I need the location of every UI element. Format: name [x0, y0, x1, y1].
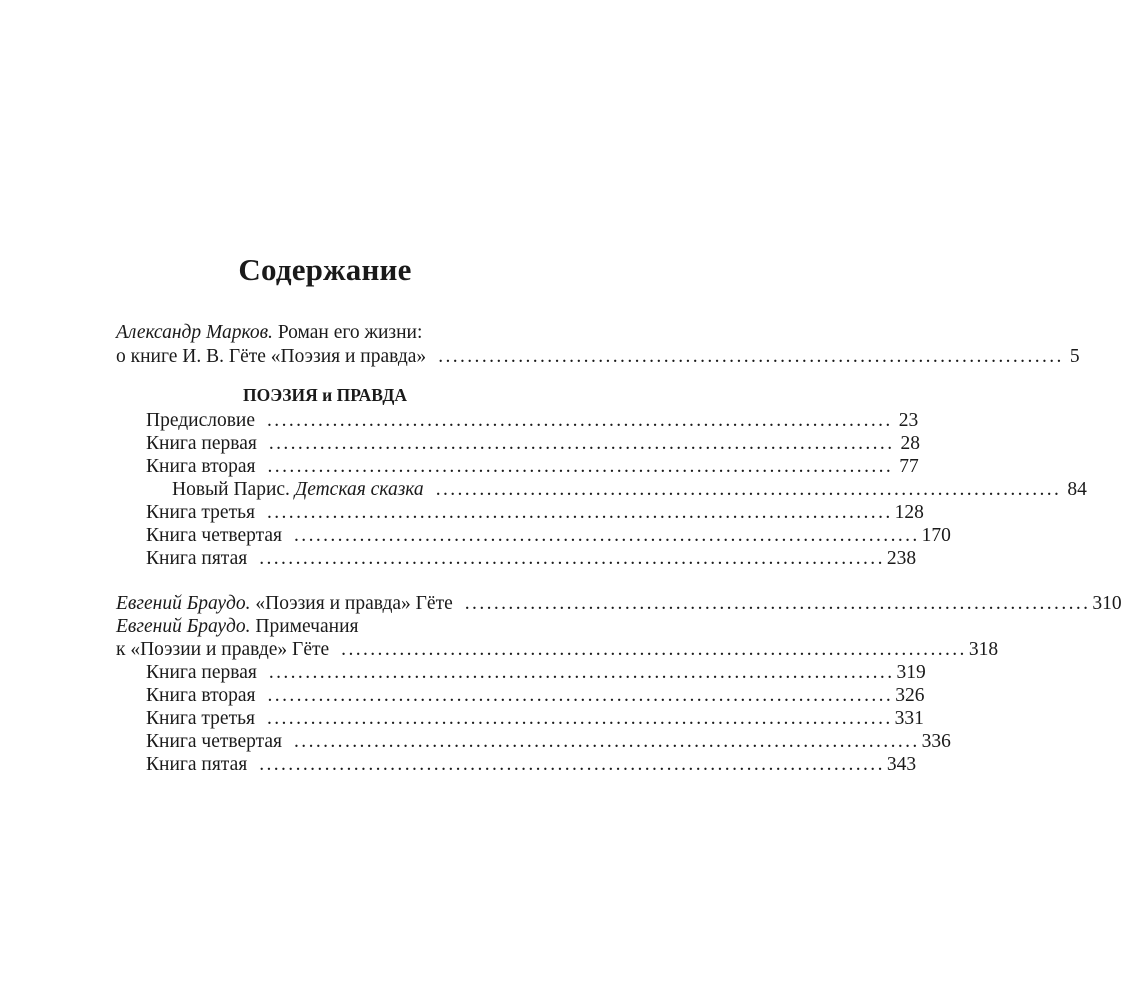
toc-entry-book-2[interactable]	[146, 455, 919, 479]
entry-page-number: 128	[894, 502, 924, 523]
entry-label: Книга четвертая	[146, 731, 283, 752]
entry-label: Книга пятая	[146, 754, 248, 775]
dot-leader: ......................................................................................	[268, 662, 895, 683]
dot-leader: ......................................................................................	[464, 593, 1091, 614]
essay-author: Евгений Браудо.	[116, 593, 251, 614]
section-title: ПОЭЗИЯ и ПРАВДА	[242, 385, 407, 405]
page-title: Содержание	[238, 252, 412, 287]
entry-page-number: 77	[899, 456, 919, 477]
entry-label: Книга третья	[146, 502, 255, 523]
toc-entry-notes-book-5[interactable]	[146, 753, 917, 777]
dot-leader: ......................................................................................	[267, 410, 893, 431]
dot-leader: ......................................................................................	[267, 685, 894, 706]
dot-leader: ......................................................................................	[266, 708, 893, 729]
entry-label: Книга вторая	[146, 685, 256, 706]
entry-label: Книга первая	[146, 433, 257, 454]
notes-author: Евгений Браудо.	[116, 616, 251, 637]
notes-title-line1: Примечания	[255, 616, 359, 637]
entry-page-number: 319	[896, 662, 926, 683]
entry-label	[172, 478, 424, 502]
entry-label: Книга пятая	[146, 548, 248, 569]
toc-entry-notes-line1	[116, 615, 359, 639]
entry-label-plain: Новый Парис.	[172, 479, 290, 500]
toc-entry-essay[interactable]	[116, 592, 1122, 616]
entry-label: Книга первая	[146, 662, 257, 683]
entry-page-number: 336	[921, 731, 951, 752]
dot-leader: ......................................................................................	[435, 479, 1062, 500]
entry-page-number: 23	[898, 410, 919, 431]
dot-leader: ......................................................................................	[259, 548, 885, 569]
entry-page-number: 318	[968, 639, 999, 660]
toc-entry-intro[interactable]	[116, 345, 1080, 369]
dot-leader: ......................................................................................	[294, 731, 920, 752]
toc-entry-notes-book-3[interactable]	[146, 707, 924, 731]
entry-page-number: 28	[900, 433, 920, 454]
entry-page-number: 343	[886, 754, 917, 775]
toc-entry-book-4[interactable]	[146, 524, 951, 548]
entry-label: Книга третья	[146, 708, 255, 729]
dot-leader: ......................................................................................	[259, 754, 885, 775]
toc-entry-book-5[interactable]	[146, 547, 917, 571]
entry-label: Книга четвертая	[146, 525, 283, 546]
dot-leader: ......................................................................................	[294, 525, 920, 546]
intro-title-line2: о книге И. В. Гёте «Поэзия и правда»	[116, 346, 427, 367]
entry-label-italic: Детская сказка	[294, 479, 424, 500]
entry-page-number: 326	[895, 685, 925, 706]
entry-label	[116, 592, 453, 616]
dot-leader: ......................................................................................	[268, 433, 895, 454]
notes-title-line2: к «Поэзии и правде» Гёте	[116, 639, 330, 660]
entry-page-number: 238	[886, 548, 917, 569]
entry-page-number: 84	[1067, 479, 1087, 500]
intro-title-line1: Роман его жизни:	[277, 322, 423, 343]
toc-entry-preface[interactable]	[146, 409, 919, 433]
toc-entry-book-1[interactable]	[146, 432, 920, 456]
intro-author: Александр Марков.	[116, 322, 273, 343]
essay-title: «Поэзия и правда» Гёте	[255, 593, 453, 614]
intro-page-number: 5	[1069, 346, 1080, 367]
dot-leader: ......................................................................................	[266, 502, 893, 523]
entry-label: Предисловие	[146, 410, 256, 431]
entry-page-number: 331	[894, 708, 924, 729]
toc-entry-book-3[interactable]	[146, 501, 924, 525]
entry-label: Книга вторая	[146, 456, 256, 477]
dot-leader: ......................................................................................	[438, 346, 1064, 367]
entry-page-number: 310	[1092, 593, 1122, 614]
toc-entry-new-paris[interactable]	[172, 478, 1087, 502]
dot-leader: ......................................................................................	[267, 456, 894, 477]
toc-entry-notes-book-1[interactable]	[146, 661, 926, 685]
toc-entry-intro-line1	[116, 321, 422, 345]
entry-page-number: 170	[921, 525, 951, 546]
toc-entry-notes-book-2[interactable]	[146, 684, 925, 708]
dot-leader: ......................................................................................	[341, 639, 967, 660]
toc-entry-notes-book-4[interactable]	[146, 730, 951, 754]
toc-entry-notes[interactable]	[116, 638, 999, 662]
